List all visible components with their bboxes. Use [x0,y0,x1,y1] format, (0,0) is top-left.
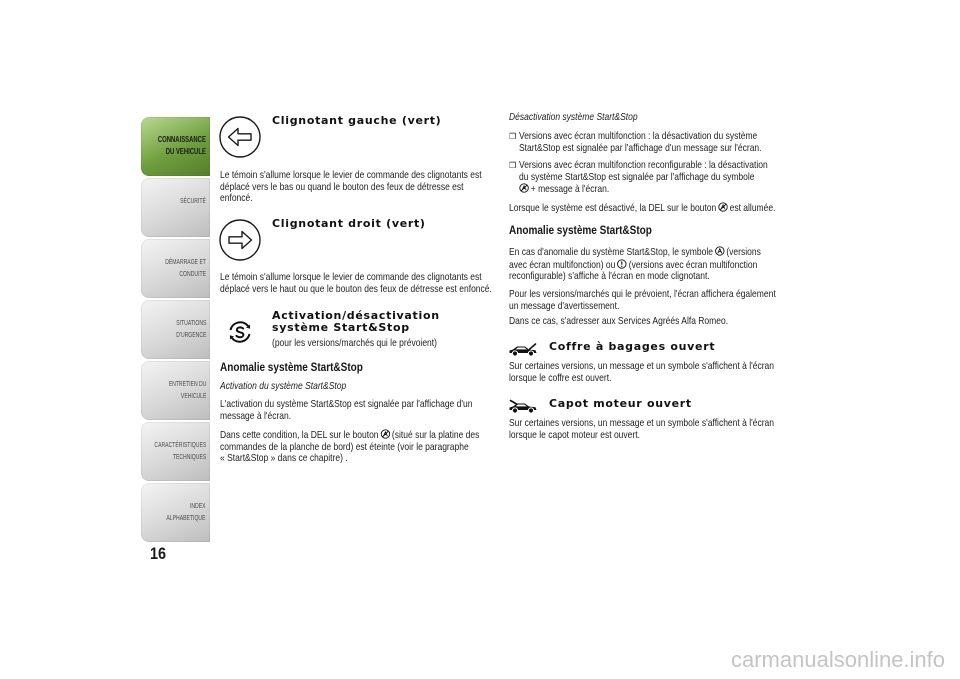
text-line: déplacé vers le haut ou que le bouton des feux de détresse est enfoncé. [220,282,492,295]
warning-circle-icon [617,259,627,269]
text-line: Sur certaines versions, un message et un symbole s'affichent à l'écran [509,417,774,429]
turn-right-title: Clignotant droit (vert) [272,217,426,230]
sidebar-tab-label-line: SITUATIONS [175,318,206,327]
text-line: « Start&Stop » dans ce chapitre) . [220,452,348,465]
text-line: Le témoin s'allume lorsque le levier de commande des clignotants est [220,169,482,181]
sidebar-tab-label-line: DU VEHICULE [165,146,206,156]
sidebar-tab-label-line: ENTRETIEN DU [168,379,206,388]
hood-open-title: Capot moteur ouvert [549,397,692,410]
sidebar-tab-label-line: SÉCURITÉ [180,196,206,205]
text-segment: En cas d'anomalie du système Start&Stop, le symbole [509,246,713,258]
led-off-description [220,429,479,465]
service-advice: Dans ce cas, s'adresser aux Services Agréés Alfa Romeo. [509,315,729,327]
text-segment: est allumée. [729,202,776,214]
activation-subheading: Activation du système Start&Stop [220,380,347,392]
text-line: enfoncé. [220,192,253,205]
text-line: message à l'écran. [220,409,292,422]
text-line: Le témoin s'allume lorsque le levier de commande des clignotants est [220,271,482,283]
turn-right-arrow-icon [218,218,262,262]
text-line: commandes de la planche de bord) est éteinte (voir le paragraphe [220,440,469,453]
text-line: du système Start&Stop est signalée par l'affichage du symbole [519,170,755,183]
car-hood-open-icon [508,399,538,414]
car-trunk-open-icon [508,342,538,357]
sidebar-tab-label [158,134,206,157]
text-segment: avec écran multifonction) ou [509,258,616,271]
sidebar-tab-connaissance-du-vehicule[interactable] [141,117,210,176]
sidebar-tab-label-line: D'URGENCE [175,329,206,339]
start-stop-fault-icon [715,246,725,256]
text-line [519,183,768,196]
sidebar-tab-label-line: CONNAISSANCE [157,135,206,144]
sidebar-tab-label [165,256,206,279]
text-segment: Dans cette condition, la DEL sur le bouton [220,429,379,441]
start-stop-button-icon [380,429,390,439]
sidebar-tab-label [168,378,206,401]
turn-left-arrow-icon [218,115,262,159]
sidebar-tab-situations-d-urgence[interactable] [141,300,210,359]
start-stop-subtitle: (pour les versions/marchés qui le prévoient) [272,337,437,349]
text-segment: (versions avec écran multifonction [628,258,758,271]
turn-right-description [220,272,492,295]
sidebar-tab-label-line: VEHICULE [180,390,206,400]
sidebar-tab-label-line: INDEX [190,501,206,510]
text-line: Pour les versions/marchés qui le prévoient, l'écran affichera également [509,288,776,300]
sidebar-tab-label [154,439,206,462]
text-line: lorsque le capot moteur est ouvert. [509,428,640,441]
start-stop-button-icon [718,202,728,212]
bullet-mark: ❒ [509,132,517,141]
start-stop-title [272,310,440,334]
sidebar-tab-demarrage-et-conduite[interactable] [141,239,210,298]
deactivation-subheading: Désactivation système Start&Stop [509,111,638,123]
sidebar-tab-label-line: DÉMARRAGE ET [165,257,206,266]
page-number: 16 [150,544,167,563]
text-line: Sur certaines versions, un message et un symbole s'affichent à l'écran [509,360,774,372]
text-line [509,246,761,259]
anomaly-heading-left: Anomalie système Start&Stop [220,362,363,374]
anomaly-description [509,246,761,283]
sidebar-tab-securite[interactable] [141,178,210,237]
start-stop-off-icon [519,183,529,193]
led-on-description [509,202,775,215]
bullet-reconfigurable-display [519,160,768,196]
sidebar-tab-caracteristiques-techniques[interactable] [141,422,210,481]
title-line: Activation/désactivation [272,309,440,322]
turn-left-description [220,170,482,205]
sidebar-tab-entretien-du-vehicule[interactable] [141,361,210,420]
bullet-multifunction-display [519,131,762,154]
sidebar-tab-index-alphabetique[interactable] [141,483,210,542]
text-line: déplacé vers le bas ou quand le bouton des feux de détresse est [220,180,464,193]
text-line: Start&Stop est signalée par l'affichage d'un message sur l'écran. [519,141,762,154]
text-segment: (situé sur la platine des [391,429,480,441]
sidebar-tab-label-line: TECHNIQUES [172,451,206,461]
activation-description [220,399,472,422]
text-line [509,202,775,215]
text-segment: + message à l'écran. [530,183,610,196]
bullet-mark: ❒ [509,161,517,170]
turn-left-title: Clignotant gauche (vert) [272,114,442,127]
text-line: Versions avec écran multifonction reconfigurable : la désactivation [519,159,768,171]
text-line: Versions avec écran multifonction : la désactivation du système [519,130,758,142]
text-line: reconfigurable) s'affiche à l'écran en mode clignotant. [509,270,710,283]
hood-open-description [509,418,774,441]
anomaly-heading-right: Anomalie système Start&Stop [509,225,652,237]
sidebar-tab-label-line: CONDUITE [179,268,206,278]
text-line: lorsque le coffre est ouvert. [509,371,612,384]
sidebar-tab-label [167,500,206,523]
sidebar-tab-label [176,317,206,340]
text-line: un message d'avertissement. [509,299,620,312]
title-line: système Start&Stop [272,321,410,334]
sidebar-tab-label-line: CARACTÉRISTIQUES [154,440,206,449]
start-stop-icon [227,319,253,345]
watermark: carmanualsonline.info [731,647,946,672]
text-segment: (versions [726,246,761,258]
trunk-open-description [509,361,774,384]
text-segment: Lorsque le système est désactivé, la DEL sur le bouton [509,202,717,214]
sidebar-tab-label [180,195,206,207]
sidebar-tab-label-line: ALPHABETIQUE [166,512,206,522]
text-line [220,429,479,442]
warning-message-description [509,289,776,312]
text-line: L'activation du système Start&Stop est signalée par l'affichage d'un [220,398,473,410]
trunk-open-title: Coffre à bagages ouvert [549,340,716,353]
